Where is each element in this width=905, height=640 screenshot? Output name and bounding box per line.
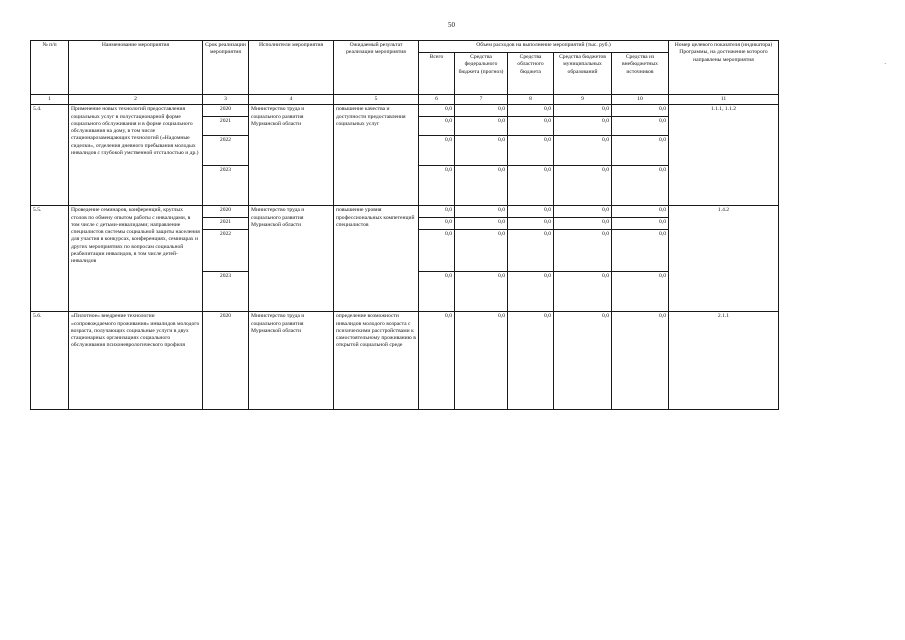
row-year: 2020 xyxy=(203,312,249,410)
stray-mark: · xyxy=(884,60,887,68)
row-executors: Министерство труда и социального развития Мурманской области xyxy=(249,206,334,312)
row-total-value: 0,0 xyxy=(419,117,455,136)
row-name: «Пилотное» внедрение технологии «сопровождаемого проживания» инвалидов молодого возраста, получающих социальные услуги в двух стационарных организациях социального обслуживания психоневрологического профиля xyxy=(69,312,203,410)
row-year: 2022 xyxy=(203,230,249,272)
row-total-value: 0,0 xyxy=(419,105,455,117)
page-number: 50 xyxy=(448,21,455,29)
measures-table xyxy=(30,40,779,410)
row-indicator: 2.1.1 xyxy=(669,312,779,410)
row-regional-value: 0,0 xyxy=(508,218,554,230)
row-name: Применение новых технологий предоставления социальных услуг в полустационарной форме социального обслуживания и в форме социального обслуживания на дому, в том числе стационарозамещающих технологий («Надомные сиделки», отделения дневного пребывания молодых инвалидов с глубокой умственной отсталостью и др.) xyxy=(69,105,203,206)
header-municipal: Средства бюджетов муниципальных образований xyxy=(554,53,612,95)
column-number: 11 xyxy=(669,95,779,105)
row-federal-value: 0,0 xyxy=(455,206,508,218)
row-executors: Министерство труда и социального развития Мурманской области xyxy=(249,312,334,410)
header-total: Всего xyxy=(419,53,455,95)
row-total-value: 0,0 xyxy=(419,166,455,206)
row-result: определение возможности инвалидов молодого возраста с психическими расстройствами к самостоятельному проживанию в открытой социальной среде xyxy=(334,312,419,410)
row-regional-value: 0,0 xyxy=(508,312,554,410)
row-indicator: 1.1.1, 1.1.2 xyxy=(669,105,779,206)
row-regional-value: 0,0 xyxy=(508,272,554,312)
row-municipal-value: 0,0 xyxy=(554,136,612,166)
row-regional-value: 0,0 xyxy=(508,105,554,117)
header-federal: Средства федерального бюджета (прогноз) xyxy=(455,53,508,95)
row-year: 2021 xyxy=(203,218,249,230)
header-name: Наименование мероприятия xyxy=(69,41,203,95)
header-regional: Средства областного бюджета xyxy=(508,53,554,95)
row-year: 2023 xyxy=(203,272,249,312)
header-indicator: Номер целевого показателя (индикатора) Программы, на достижение которого направлены мероприятия xyxy=(669,41,779,95)
column-number: 7 xyxy=(455,95,508,105)
row-federal-value: 0,0 xyxy=(455,105,508,117)
row-year: 2020 xyxy=(203,206,249,218)
row-name: Проведение семинаров, конференций, круглых столов по обмену опытом работы с инвалидами, в том числе с детьми-инвалидами; направление специалистов системы социальной защиты населения для участия в конкурсах, конференциях, семинарах и других мероприятиях по вопросам социальной реабилитации инвалидов, в том числе детей-инвалидов xyxy=(69,206,203,312)
row-municipal-value: 0,0 xyxy=(554,105,612,117)
column-number: 4 xyxy=(249,95,334,105)
column-number: 3 xyxy=(203,95,249,105)
row-regional-value: 0,0 xyxy=(508,136,554,166)
row-total-value: 0,0 xyxy=(419,230,455,272)
row-extra-value: 0,0 xyxy=(612,117,669,136)
header-extra: Средства из внебюджетных источников xyxy=(612,53,669,95)
row-num: 5.6. xyxy=(31,312,69,410)
table-row xyxy=(31,312,779,410)
row-year: 2020 xyxy=(203,105,249,117)
row-extra-value: 0,0 xyxy=(612,166,669,206)
row-year: 2022 xyxy=(203,136,249,166)
header-result: Ожидаемый результат реализации мероприятия xyxy=(334,41,419,95)
row-result: повышение уровня профессиональных компетенций специалистов xyxy=(334,206,419,312)
row-municipal-value: 0,0 xyxy=(554,117,612,136)
row-extra-value: 0,0 xyxy=(612,218,669,230)
row-federal-value: 0,0 xyxy=(455,230,508,272)
column-number: 2 xyxy=(69,95,203,105)
row-regional-value: 0,0 xyxy=(508,166,554,206)
row-total-value: 0,0 xyxy=(419,206,455,218)
table-row xyxy=(31,105,779,117)
row-regional-value: 0,0 xyxy=(508,206,554,218)
column-number: 1 xyxy=(31,95,69,105)
row-year: 2023 xyxy=(203,166,249,206)
row-regional-value: 0,0 xyxy=(508,117,554,136)
row-extra-value: 0,0 xyxy=(612,230,669,272)
header-term: Срок реализации мероприятия xyxy=(203,41,249,95)
column-number: 8 xyxy=(508,95,554,105)
header-num: № п/п xyxy=(31,41,69,95)
row-result: повышение качества и доступности предоставления социальных услуг xyxy=(334,105,419,206)
row-federal-value: 0,0 xyxy=(455,166,508,206)
row-indicator: 1.4.2 xyxy=(669,206,779,312)
row-extra-value: 0,0 xyxy=(612,105,669,117)
row-extra-value: 0,0 xyxy=(612,136,669,166)
row-federal-value: 0,0 xyxy=(455,312,508,410)
row-executors: Министерство труда и социального развития Мурманской области xyxy=(249,105,334,206)
row-total-value: 0,0 xyxy=(419,218,455,230)
row-year: 2021 xyxy=(203,117,249,136)
header-volume: Объем расходов на выполнение мероприятий (тыс. руб.) xyxy=(419,41,669,53)
row-municipal-value: 0,0 xyxy=(554,230,612,272)
row-municipal-value: 0,0 xyxy=(554,312,612,410)
column-number: 6 xyxy=(419,95,455,105)
row-num: 5.5. xyxy=(31,206,69,312)
row-extra-value: 0,0 xyxy=(612,272,669,312)
row-extra-value: 0,0 xyxy=(612,206,669,218)
row-total-value: 0,0 xyxy=(419,312,455,410)
row-federal-value: 0,0 xyxy=(455,218,508,230)
row-federal-value: 0,0 xyxy=(455,117,508,136)
row-total-value: 0,0 xyxy=(419,272,455,312)
row-federal-value: 0,0 xyxy=(455,136,508,166)
row-regional-value: 0,0 xyxy=(508,230,554,272)
row-municipal-value: 0,0 xyxy=(554,166,612,206)
column-number-row xyxy=(31,95,779,105)
row-num: 5.4. xyxy=(31,105,69,206)
row-extra-value: 0,0 xyxy=(612,312,669,410)
column-number: 9 xyxy=(554,95,612,105)
row-total-value: 0,0 xyxy=(419,136,455,166)
row-federal-value: 0,0 xyxy=(455,272,508,312)
header-executors: Исполнители мероприятия xyxy=(249,41,334,95)
column-number: 10 xyxy=(612,95,669,105)
row-municipal-value: 0,0 xyxy=(554,206,612,218)
header-row xyxy=(31,41,779,53)
column-number: 5 xyxy=(334,95,419,105)
row-municipal-value: 0,0 xyxy=(554,218,612,230)
table-row xyxy=(31,206,779,218)
row-municipal-value: 0,0 xyxy=(554,272,612,312)
